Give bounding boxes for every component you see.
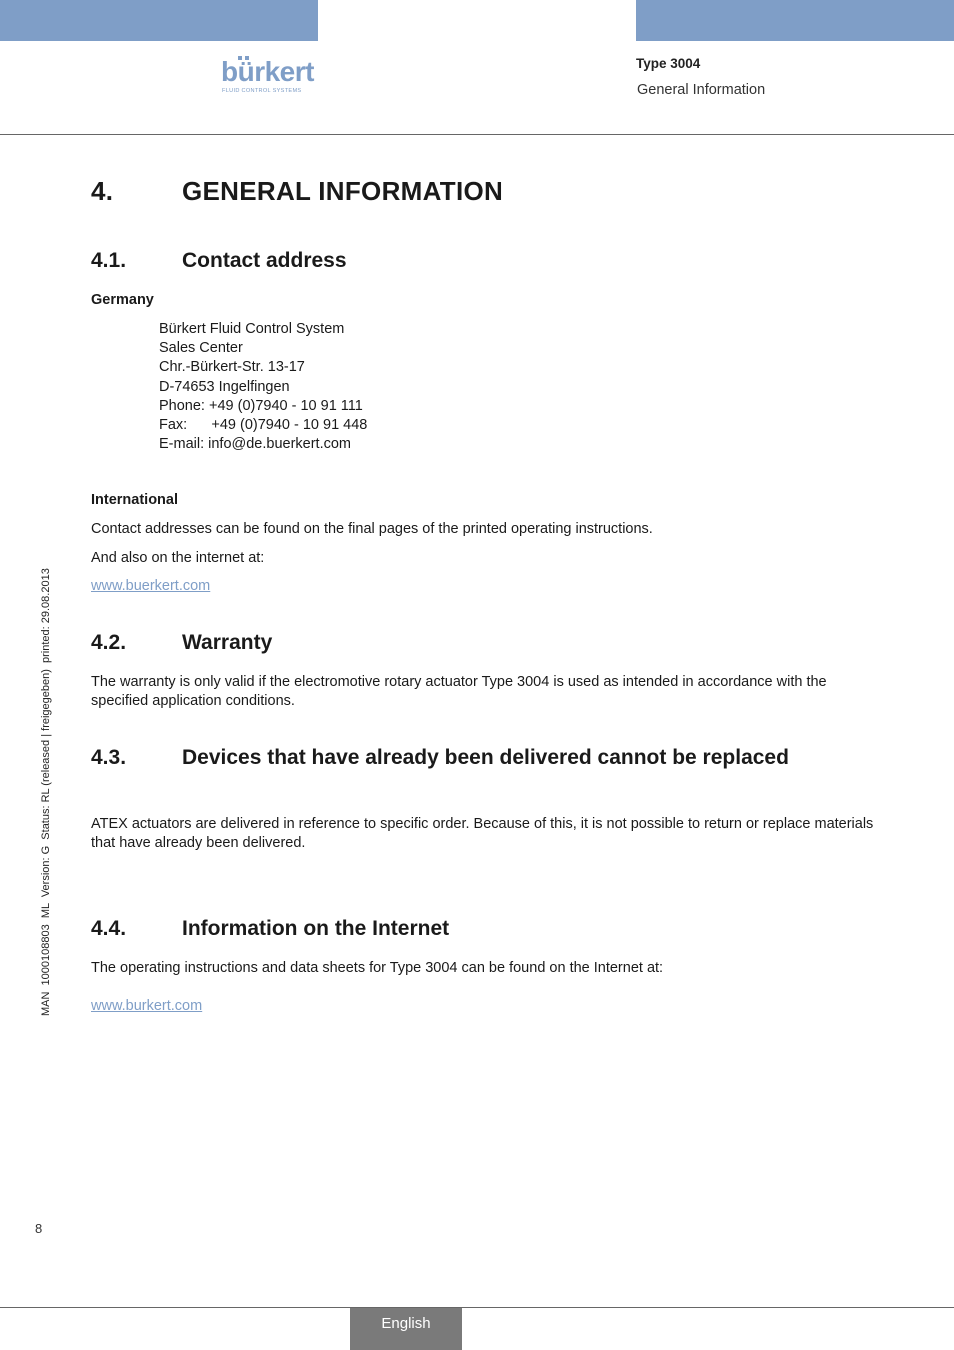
section-title-devices: Devices that have already been delivered cannot be replaced	[182, 746, 789, 769]
header-type: Type 3004	[636, 56, 701, 71]
germany-address	[159, 320, 367, 454]
section-title-internet: Information on the Internet	[182, 917, 450, 940]
section-title-contact: Contact address	[182, 249, 347, 272]
burkert-link-wrapper	[91, 997, 202, 1016]
buerkert-link-wrapper	[91, 577, 210, 596]
section-number-warranty: 4.2.	[91, 631, 127, 654]
chapter-title: GENERAL INFORMATION	[182, 176, 504, 206]
germany-label: Germany	[91, 292, 154, 308]
section-title-warranty: Warranty	[182, 631, 273, 654]
internet-text: The operating instructions and data sheets for Type 3004 can be found on the Internet at:	[91, 960, 664, 976]
address-phone: Phone: +49 (0)7940 - 10 91 111	[159, 397, 363, 414]
header-section: General Information	[637, 82, 766, 98]
section-number-contact: 4.1.	[91, 249, 127, 272]
section-number-internet: 4.4.	[91, 917, 127, 940]
logo-wordmark: bürkert	[221, 56, 314, 87]
warranty-text: The warranty is only valid if the electromotive rotary actuator Type 3004 is used as intended in accordance with the specified application conditions.	[91, 674, 827, 709]
section-number-devices: 4.3.	[91, 746, 127, 769]
international-label: International	[91, 492, 179, 508]
language-tab: English	[350, 1308, 462, 1350]
address-email: E-mail: info@de.buerkert.com	[159, 436, 352, 453]
burkert-website-link[interactable]: www.burkert.com	[91, 998, 203, 1014]
address-line: Sales Center	[159, 340, 243, 357]
devices-text: ATEX actuators are delivered in reference to specific order. Because of this, it is not possible to return or replace materials that have already been delivered.	[91, 816, 874, 851]
header-bar-left	[0, 0, 318, 41]
footer-divider	[0, 1307, 954, 1308]
logo-subtext: FLUID CONTROL SYSTEMS	[222, 88, 302, 94]
chapter-number: 4.	[91, 176, 114, 206]
address-fax: Fax: +49 (0)7940 - 10 91 448	[159, 417, 368, 434]
document-side-note: MAN 1000108803 ML Version: G Status: RL (released | freigegeben) printed: 29.08.2013	[40, 568, 52, 1016]
international-text: Contact addresses can be found on the final pages of the printed operating instructions.	[91, 521, 653, 537]
address-line: Bürkert Fluid Control System	[159, 321, 345, 337]
address-line: Chr.-Bürkert-Str. 13-17	[159, 359, 305, 376]
address-line: D-74653 Ingelfingen	[159, 378, 290, 395]
header-divider	[0, 134, 954, 135]
page-number: 8	[35, 1221, 43, 1236]
internet-intro-text: And also on the internet at:	[91, 550, 265, 566]
buerkert-website-link[interactable]: www.buerkert.com	[91, 578, 211, 594]
header-bar-right	[636, 0, 954, 41]
